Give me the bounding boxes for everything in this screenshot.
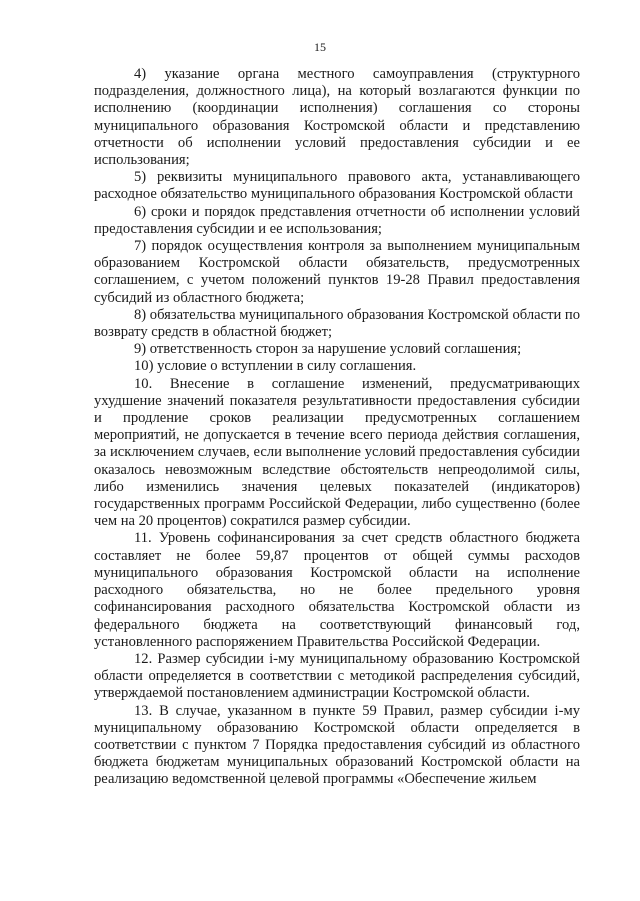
paragraph-clause-11: 11. Уровень софинансирования за счет средств областного бюджета составляет не более 59,87 процентов от общей суммы расходов муниципального образования Костромской области на исполнение расходного обязательства, но не более предельного уровня софинансирования расходного обязательства Костромской области из федерального бюджета на соответствующий финансовый год, установленного распоряжением Правительства Российской Федерации.: [94, 530, 580, 650]
paragraph-item-8: 8) обязательства муниципального образования Костромской области по возврату средств в областной бюджет;: [94, 306, 581, 341]
document-body: [94, 66, 580, 789]
paragraph-item-9: 9) ответственность сторон за нарушение условий соглашения;: [134, 341, 522, 358]
paragraph-clause-13: 13. В случае, указанном в пункте 59 Правил, размер субсидии i-му муниципальному образованию Костромской области определяется в соответствии с пунктом 7 Порядка предоставления субсидий из областного бюджета бюджетам муниципальных образований Костромской области на реализацию ведомственной целевой программы «Обеспечение жильем: [94, 702, 580, 788]
page-number: 15: [314, 40, 326, 54]
paragraph-item-7: 7) порядок осуществления контроля за выполнением муниципальным образованием Костромской области обязательств, предусмотренных соглашением, с учетом положений пунктов 19-28 Правил предоставления субсидий из областного бюджета;: [94, 238, 580, 306]
paragraph-clause-10: 10. Внесение в соглашение изменений, предусматривающих ухудшение значений показателя результативности предоставления субсидии и продление сроков реализации предусмотренных соглашением мероприятий, не допускается в течение всего периода действия соглашения, за исключением случаев, если выполнение условий предоставления субсидии оказалось невозможным вследствие обстоятельств непреодолимой силы, либо изменились значения целевых показателей (индикаторов) государственных программ Российской Федерации, либо существенно (более чем на 20 процентов) сократился размер субсидии.: [94, 375, 580, 530]
paragraph-item-4: 4) указание органа местного самоуправления (структурного подразделения, должностного лица), на который возлагаются функции по исполнению (координации исполнения) соглашения со стороны муниципального образования Костромской области и представлению отчетности об исполнении условий предоставления субсидии и ее использования;: [94, 66, 580, 169]
paragraph-item-10: 10) условие о вступлении в силу соглашения.: [134, 358, 417, 375]
paragraph-item-6: 6) сроки и порядок представления отчетности об исполнении условий предоставления субсидии и ее использования;: [94, 203, 580, 237]
paragraph-item-5: 5) реквизиты муниципального правового акта, устанавливающего расходное обязательство муниципального образования Костромской области: [94, 169, 580, 203]
paragraph-clause-12: 12. Размер субсидии i-му муниципальному образованию Костромской области определяется в соответствии с методикой распределения субсидий, утверждаемой постановлением администрации Костромской области.: [94, 650, 580, 702]
